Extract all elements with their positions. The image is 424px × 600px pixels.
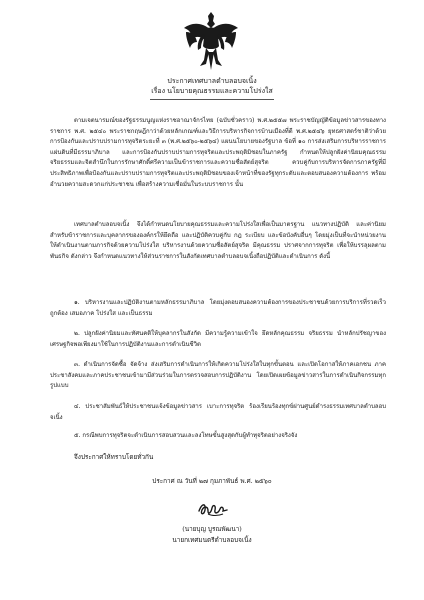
header-divider — [150, 99, 274, 100]
signer-title: นายกเทศมนตรีตำบลอบจเนิ้ง — [172, 536, 252, 544]
closing-statement: จึงประกาศให้ทราบโดยทั่วกัน — [74, 453, 154, 461]
intro-paragraph: ตามเจตนารมณ์ของรัฐธรรมนูญแห่งราชอาณาจักรไทย (ฉบับชั่วคราว) พ.ศ.๒๕๕๗ พระราชบัญญัติข้อมูลข่าวสารของทางราชการ พ.ศ. ๒๕๔๐ พระราชกฤษฎีกาว่าด้วยหลักเกณฑ์และวิธีการบริหารกิจการบ้านเมืองที่ดี พ.ศ.๒๕๔๖ ยุทธศาสตร์ชาติว่าด้วยการป้องกันและปราบปรามการทุจริตระยะที่ ๓ (พ.ศ.๒๕๖๐-๒๕๖๔) แผนนโยบายของรัฐบาล ข้อที่ ๑๐ การส่งเสริมการบริหารราชการแผ่นดินที่มีธรรมาภิบาล และการป้องกันปราบปรามการทุจริตและประพฤติมิชอบในภาครัฐ กำหนดให้ปลูกฝังค่านิยมคุณธรรม จริยธรรมและจิตสำนึกในการรักษาศักดิ์ศรีความเป็นข้าราชการและความซื่อสัตย์สุจริต ควบคู่กับการบริหารจัดการภาครัฐที่มีประสิทธิภาพเพื่อป้องกันและปราบปรามการทุจริตและประพฤติมิชอบของเจ้าหน้าที่ของรัฐทุกระดับและตอบสนองความต้องการ พร้อมอำนวยความสะดวกแก่ประชาชน เพื่อสร้างความเชื่อมั่นในระบบราชการ นั้น — [50, 117, 386, 188]
announcement-title: ประกาศเทศบาลตำบลอบจเนิ้ง — [167, 77, 257, 85]
announcement-date: ประกาศ ณ วันที่ ๒๗ กุมภาพันธ์ พ.ศ. ๒๕๖๐ — [152, 477, 272, 485]
policy-item-5: ๕. กรณีพบการทุจริตจะดำเนินการสอบสวนและลงโทษขั้นสูงสุดกับผู้ทำทุจริตอย่างจริงจัง — [74, 432, 298, 439]
policy-item-2: ๒. ปลูกฝังค่านิยมและทัศนคติให้บุคลากรในสังกัด มีความรู้ความเข้าใจ ยึดหลักคุณธรรม จริยธรรม นำหลักปรัชญาของเศรษฐกิจพอเพียงมาใช้ในการปฏิบัติงานและการดำเนินชีวิต — [50, 330, 386, 348]
handwritten-signature-icon — [196, 499, 230, 519]
body-paragraph: เทศบาลตำบลอบจเนิ้ง จึงได้กำหนดนโยบายคุณธรรมและความโปร่งใสเพื่อเป็นมาตรฐาน แนวทางปฏิบัติ และค่านิยมสำหรับข้าราชการและบุคลากรขององค์กรให้ยึดถือ และปฏิบัติควบคู่กับ กฎ ระเบียบ และข้อบังคับอื่นๆ โดยมุ่งเป็นที่จะนำหน่วยงานให้ดำเนินงานตามภารกิจด้วยความโปร่งใส บริหารงานด้วยความซื่อสัตย์สุจริต มีคุณธรรม ปราศจากการทุจริต เพื่อให้บรรลุผลตามพันธกิจ ดังกล่าว จึงกำหนดแนวทางให้ส่วนราชการในสังกัดเทศบาลตำบลอบจเนิ้งถือปฏิบัติและดำเนินการ ดังนี้ — [50, 221, 386, 260]
policy-item-1: ๑. บริหารงานและปฏิบัติงานตามหลักธรรมาภิบาล โดยมุ่งตอบสนองความต้องการของประชาชนด้วยการบริการที่รวดเร็ว ถูกต้อง เสมอภาค โปร่งใส และเป็นธรรม — [50, 299, 386, 317]
garuda-emblem-icon — [182, 12, 240, 72]
policy-item-3: ๓. ดำเนินการจัดซื้อ จัดจ้าง ส่งเสริมการดำเนินการให้เกิดความโปร่งใสในทุกขั้นตอน และเปิดโอกาสให้ภาคเอกชน ภาคประชาสังคมและภาคประชาชนเข้ามามีส่วนร่วมในการตรวจสอบการปฏิบัติงาน โดยเปิดเผยข้อมูลข่าวสารในการดำเนินกิจกรรมทุกรูปแบบ — [50, 361, 386, 390]
announcement-subject: เรื่อง นโยบายคุณธรรมและความโปร่งใส — [151, 87, 273, 95]
policy-item-4: ๔. ประชาสัมพันธ์ให้ประชาชนแจ้งข้อมูลข่าวสาร เบาะการทุจริต ร้องเรียนร้องทุกข์ผ่านศูนย์ดำรงธรรมเทศบาลตำบลอบจเนิ้ง — [50, 403, 386, 421]
signer-name: (นายบุญ บูรณพัฒนา) — [182, 525, 242, 533]
